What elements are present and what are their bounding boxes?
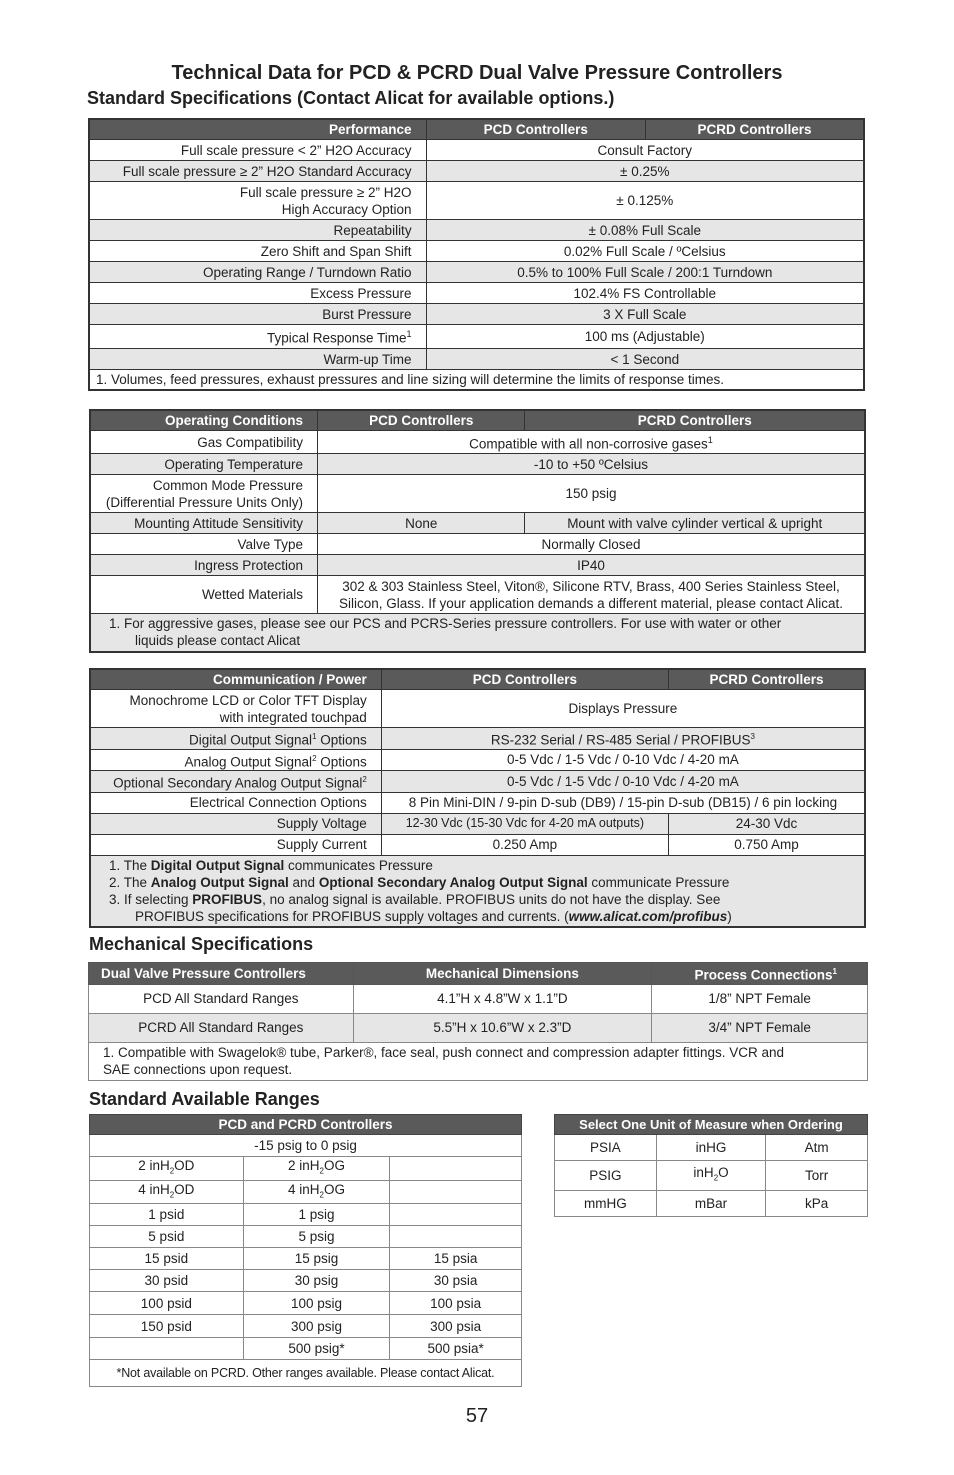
mech-col-connections [652, 963, 868, 985]
operating-footnote [90, 614, 865, 652]
footnote-mark: 1 [832, 967, 837, 976]
mech-conn: 1/8” NPT Female [652, 984, 868, 1013]
row-label: Full scale pressure < 2” H2O Accuracy [89, 140, 426, 161]
unit-cell: mmHG [555, 1191, 657, 1217]
pcrd-value: Mount with valve cylinder vertical & upright [525, 513, 865, 534]
unit-cell: Torr [766, 1161, 868, 1191]
row-value: 0-5 Vdc / 1-5 Vdc / 0-10 Vdc / 4-20 mA [381, 749, 865, 771]
range-cell: 2 inH$_2$OG [243, 1157, 390, 1181]
row-value: 0-5 Vdc / 1-5 Vdc / 0-10 Vdc / 4-20 mA [381, 771, 865, 793]
row-value: 8 Pin Mini-DIN / 9-pin D-sub (DB9) / 15-pin D-sub (DB15) / 6 pin locking [381, 792, 865, 813]
unit-cell: inH$_2$O [656, 1161, 766, 1191]
row-value-text: RS-232 Serial / RS-485 Serial / PROFIBUS [490, 732, 751, 748]
row-label: Supply Current [90, 834, 381, 855]
footnote-mark: 2 [362, 775, 367, 784]
footnote-line2: liquids please contact Alicat [135, 633, 301, 649]
row-label [90, 771, 381, 793]
footnote-mark: 2 [312, 753, 317, 763]
row-label: Warm-up Time [89, 349, 426, 370]
row-label-line2: with integrated touchpad [219, 709, 367, 725]
mechanical-table [88, 962, 868, 1081]
range-cell: 4 inH$_2$OD [90, 1180, 244, 1204]
mech-conn: 3/4” NPT Female [652, 1013, 868, 1042]
page-number: 57 [465, 1405, 489, 1427]
range-cell [390, 1157, 522, 1181]
row-label-text: Analog Output Signal [184, 754, 313, 769]
row-label: Zero Shift and Span Shift [89, 241, 426, 262]
range-cell: 15 psid [90, 1248, 244, 1270]
row-label: Full scale pressure ≥ 2” H2O Standard Accuracy [89, 161, 426, 182]
pcrd-header: PCRD Controllers [525, 410, 865, 431]
operating-table [89, 409, 866, 653]
row-label [89, 325, 426, 349]
footnote-mark: 1 [312, 732, 317, 741]
range-cell [390, 1204, 522, 1226]
row-value: 0.5% to 100% Full Scale / 200:1 Turndown [426, 262, 864, 283]
range-cell: 300 psia [390, 1315, 522, 1338]
mech-dims: 5.5”H x 10.6”W x 2.3”D [353, 1013, 652, 1042]
mech-col-connections-text: Process Connections [694, 967, 833, 983]
range-cell: 2 inH$_2$OD [90, 1157, 244, 1181]
row-label: Valve Type [90, 534, 317, 555]
row-value: ± 0.25% [426, 161, 864, 182]
pcd-header: PCD Controllers [381, 669, 668, 690]
row-label-text: Optional Secondary Analog Output Signal [113, 775, 363, 791]
units-table [554, 1114, 868, 1217]
range-cell: 5 psig [243, 1226, 390, 1248]
footnote-mark: 1 [707, 434, 713, 445]
range-cell: 30 psig [243, 1270, 390, 1292]
performance-footnote: 1. Volumes, feed pressures, exhaust pressures and line sizing will determine the limits of response times. [89, 370, 864, 390]
units-header: Select One Unit of Measure when Ordering [555, 1115, 868, 1135]
communication-footnotes [90, 855, 865, 927]
range-cell: 15 psig [243, 1248, 390, 1270]
row-label-tail: Options [316, 732, 367, 748]
pcrd-header: PCRD Controllers [646, 119, 864, 140]
footnote-line2: SAE connections upon request. [103, 1062, 293, 1077]
performance-table [88, 118, 865, 391]
row-value [381, 728, 865, 750]
footnote-1: 1. The Digital Output Signal communicates Pressure [109, 857, 433, 873]
row-value: 102.4% FS Controllable [426, 283, 864, 304]
row-label-text: Typical Response Time [266, 330, 407, 346]
pcd-header: PCD Controllers [426, 119, 645, 140]
row-label [90, 475, 317, 513]
row-value: < 1 Second [426, 349, 864, 370]
footnote-2: 2. The Analog Output Signal and Optional Secondary Analog Output Signal communicate Pressure [109, 874, 730, 890]
range-cell: 1 psig [243, 1204, 390, 1226]
range-cell: 15 psia [390, 1248, 522, 1270]
row-label-text: Digital Output Signal [188, 732, 313, 748]
ranges-table [89, 1114, 522, 1387]
ranges-header: PCD and PCRD Controllers [90, 1115, 522, 1135]
page-subtitle: Standard Specifications (Contact Alicat for available options.) [87, 88, 615, 108]
pcrd-value: 24-30 Vdc [668, 813, 865, 834]
mech-dims: 4.1”H x 4.8”W x 1.1”D [353, 984, 652, 1013]
pcrd-header: PCRD Controllers [668, 669, 865, 690]
range-cell: 100 psig [243, 1292, 390, 1315]
row-label: Electrical Connection Options [90, 792, 381, 813]
range-cell: 500 psig* [243, 1338, 390, 1360]
pcd-value: 12-30 Vdc (15-30 Vdc for 4-20 mA outputs) [381, 813, 668, 834]
ranges-heading: Standard Available Ranges [89, 1089, 320, 1109]
row-value: 150 psig [317, 475, 865, 513]
unit-cell: inHG [656, 1135, 766, 1161]
row-value-text: Compatible with all non-corrosive gases [469, 436, 708, 452]
mechanical-footnote [89, 1042, 868, 1080]
footnote-3: 3. If selecting PROFIBUS, no analog signal is available. PROFIBUS units do not have the display. See [109, 891, 721, 907]
row-label [90, 749, 381, 771]
footnote-line1: 1. Compatible with Swagelok® tube, Parker®, face seal, push connect and compression adapter fittings. VCR and [103, 1045, 785, 1060]
footnote-3-cont: PROFIBUS specifications for PROFIBUS supply voltages and currents. (www.alicat.com/profibus) [135, 908, 732, 924]
unit-cell: kPa [766, 1191, 868, 1217]
row-label: Operating Range / Turndown Ratio [89, 262, 426, 283]
range-cell: -15 psig to 0 psig [90, 1135, 522, 1157]
communication-header: Communication / Power [90, 669, 381, 690]
pcd-header: PCD Controllers [317, 410, 525, 431]
row-value: 100 ms (Adjustable) [426, 325, 864, 349]
row-label: Gas Compatibility [90, 431, 317, 454]
row-value-line2: Silicon, Glass. If your application demands a different material, please contact Alicat. [338, 595, 843, 611]
footnote-mark: 1 [406, 329, 412, 340]
row-label-line2: High Accuracy Option [281, 201, 412, 217]
row-label: Wetted Materials [90, 576, 317, 614]
range-cell: 300 psig [243, 1315, 390, 1338]
row-label [89, 182, 426, 220]
unit-cell: PSIG [555, 1161, 657, 1191]
range-cell: 1 psid [90, 1204, 244, 1226]
footnote-mark: 3 [750, 732, 755, 741]
row-label: Mounting Attitude Sensitivity [90, 513, 317, 534]
row-value [317, 431, 865, 454]
performance-header: Performance [89, 119, 426, 140]
page-title: Technical Data for PCD & PCRD Dual Valve Pressure Controllers [171, 62, 783, 84]
range-cell: 4 inH$_2$OG [243, 1180, 390, 1204]
range-cell [390, 1226, 522, 1248]
pcd-value: 0.250 Amp [381, 834, 668, 855]
range-cell: 5 psid [90, 1226, 244, 1248]
mech-col-dimensions: Mechanical Dimensions [353, 963, 652, 985]
mech-col-controllers: Dual Valve Pressure Controllers [89, 963, 354, 985]
row-label-line1: Common Mode Pressure [152, 477, 303, 493]
range-cell [390, 1180, 522, 1204]
pcd-value: None [317, 513, 525, 534]
range-cell: 30 psia [390, 1270, 522, 1292]
communication-table [89, 668, 866, 928]
unit-cell: Atm [766, 1135, 868, 1161]
row-value: ± 0.08% Full Scale [426, 220, 864, 241]
unit-cell: PSIA [555, 1135, 657, 1161]
row-label [90, 728, 381, 750]
row-label: Operating Temperature [90, 454, 317, 475]
row-value: Displays Pressure [381, 690, 865, 728]
row-label-line2: (Differential Pressure Units Only) [105, 494, 303, 510]
row-label: Repeatability [89, 220, 426, 241]
row-value: 3 X Full Scale [426, 304, 864, 325]
operating-header: Operating Conditions [90, 410, 317, 431]
row-value: -10 to +50 ºCelsius [317, 454, 865, 475]
row-label [90, 690, 381, 728]
row-label-tail: Options [316, 754, 367, 769]
row-label: Excess Pressure [89, 283, 426, 304]
row-label: Burst Pressure [89, 304, 426, 325]
footnote-line1: 1. For aggressive gases, please see our PCS and PCRS-Series pressure controllers. For use with water or other [109, 616, 782, 632]
row-label: Ingress Protection [90, 555, 317, 576]
ranges-footnote: *Not available on PCRD. Other ranges available. Please contact Alicat. [90, 1360, 522, 1387]
row-value: Normally Closed [317, 534, 865, 555]
row-value [317, 576, 865, 614]
row-value-line1: 302 & 303 Stainless Steel, Viton®, Silicone RTV, Brass, 400 Series Stainless Steel, [342, 578, 840, 594]
pcrd-value: 0.750 Amp [668, 834, 865, 855]
row-value: ± 0.125% [426, 182, 864, 220]
row-label-line1: Full scale pressure ≥ 2” H2O [239, 184, 412, 200]
unit-cell: mBar [656, 1191, 766, 1217]
mech-name: PCRD All Standard Ranges [89, 1013, 354, 1042]
row-value: 0.02% Full Scale / ºCelsius [426, 241, 864, 262]
row-label-line1: Monochrome LCD or Color TFT Display [129, 692, 367, 708]
mech-name: PCD All Standard Ranges [89, 984, 354, 1013]
range-cell: 100 psid [90, 1292, 244, 1315]
range-cell [90, 1338, 244, 1360]
range-cell: 500 psia* [390, 1338, 522, 1360]
row-value: Consult Factory [426, 140, 864, 161]
range-cell: 30 psid [90, 1270, 244, 1292]
row-value: IP40 [317, 555, 865, 576]
range-cell: 150 psid [90, 1315, 244, 1338]
range-cell: 100 psia [390, 1292, 522, 1315]
mechanical-heading: Mechanical Specifications [89, 934, 314, 954]
row-label: Supply Voltage [90, 813, 381, 834]
